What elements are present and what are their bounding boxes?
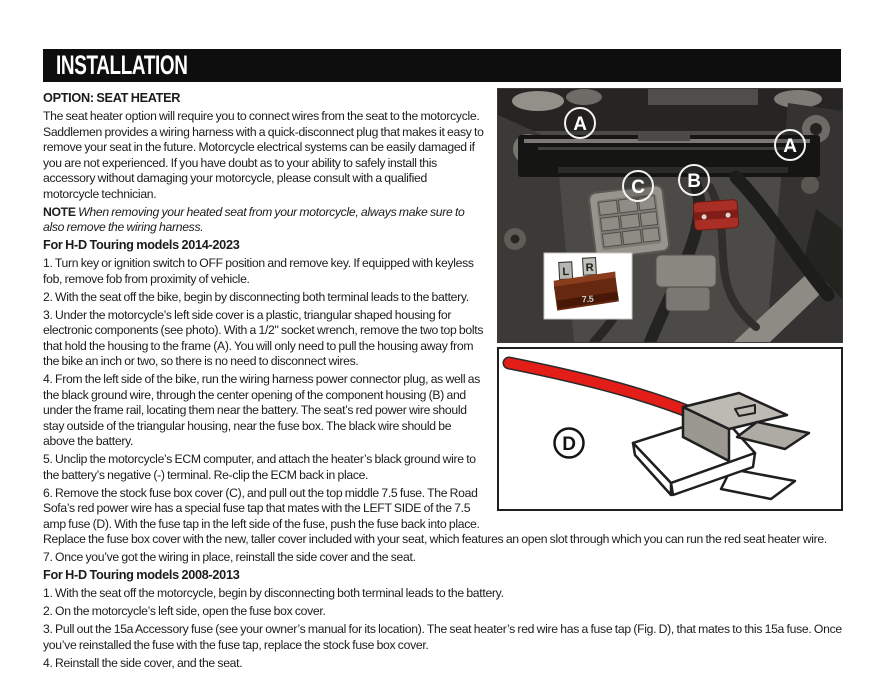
label-badge-a2	[775, 130, 805, 160]
step-2014-7: 7. Once you’ve got the wiring in place, reinstall the side cover and the seat.	[43, 550, 416, 564]
section-heading-2014-2023: For H-D Touring models 2014-2023	[43, 238, 240, 252]
note-label: NOTE	[43, 204, 76, 219]
label-badge-b	[679, 165, 709, 195]
step-2014-1: 1. Turn key or ignition switch to OFF position and remove key. If equipped with keyless fob, remove fob from proximity of vehicle.	[43, 256, 474, 286]
label-badge-d	[555, 429, 584, 458]
svg-text:C: C	[631, 177, 645, 198]
step-2014-2: 2. With the seat off the bike, begin by disconnecting both terminal leads to the battery.	[43, 289, 469, 304]
option-heading: OPTION: SEAT HEATER	[43, 91, 181, 105]
page-title: INSTALLATION	[56, 50, 188, 80]
step-2008-2: 2. On the motorcycle’s left side, open the fuse box cover.	[43, 604, 326, 618]
motorcycle-underseat-photo-illustration	[498, 89, 842, 342]
fuse-tap-diagram	[497, 347, 843, 511]
instruction-content	[43, 90, 843, 674]
svg-text:A: A	[573, 114, 587, 135]
section-heading-2008-2013: For H-D Touring models 2008-2013	[43, 568, 240, 582]
fuse-inset	[544, 253, 632, 319]
step-2014-5: 5. Unclip the motorcycle’s ECM computer, and attach the heater’s black ground wire to the battery’s negative (-) terminal. Re-clip the ECM back in place.	[43, 452, 476, 482]
label-badge-c	[623, 171, 653, 201]
fuse-right-tab-label: R	[585, 261, 594, 275]
component-housing-photo	[497, 88, 843, 343]
intro-paragraph: The seat heater option will require you to connect wires from the seat to the motorcycle. Saddlemen provides a wiring harness with a quick-disconnect plug that makes it easy to remove your seat in the future. Motorcycle electrical systems can be easily damaged if you are not experienced. If you have doubt as to your ability to safely install this accessory without damaging your motorcycle, please consult with a qualified motorcycle technician.	[43, 109, 484, 201]
step-2008-4: 4. Reinstall the side cover, and the seat.	[43, 655, 243, 670]
svg-text:D: D	[562, 434, 576, 455]
fuse-tap-line-drawing	[499, 349, 839, 509]
step-2008-1: 1. With the seat off the motorcycle, begin by disconnecting both terminal leads to the battery.	[43, 586, 504, 600]
svg-text:B: B	[687, 171, 701, 192]
step-2014-6: 6. Remove the stock fuse box cover (C), and pull out the top middle 7.5 fuse. The Road Sofa’s red power wire has a special fuse tap that mates with the LEFT SIDE of the 7.5 amp fuse (D). With the fuse tap in the left side of the fuse, push the fuse back into place. Replace the fuse box cover with the new, taller cover included with your seat, which features an open slot through which you can run the red seat heater wire.	[43, 485, 827, 546]
seat-pan-rail	[518, 131, 820, 177]
svg-text:A: A	[783, 136, 797, 157]
red-connector	[693, 199, 739, 230]
step-2008-3: 3. Pull out the 15a Accessory fuse (see your owner’s manual for its location). The seat heater’s red wire has a fuse tap (Fig. D), that mates to this 15a fuse. Once you’ve reinstalled the fuse with the fuse tap, replace the stock fuse box cover.	[43, 622, 842, 652]
note-text: When removing your heated seat from your motorcycle, always make sure to also remove the wiring harness.	[43, 204, 465, 234]
step-2014-4: 4. From the left side of the bike, run the wiring harness power connector plug, as well as the black ground wire, through the center opening of the component housing (B) and under the frame rail, locating them near the battery. The seat’s red power wire should stay outside of the triangular housing, near the fuse box. The black wire should be above the battery.	[43, 372, 481, 448]
figures-column	[497, 88, 843, 511]
label-badge-a1	[565, 108, 595, 138]
step-2014-3: 3. Under the motorcycle’s left side cover is a plastic, triangular shaped housing for electronic components (see photo). With a 1/2" socket wrench, remove the two top bolts that hold the housing to the frame (A). You will only need to pull the housing away from the bike an inch or two, so there is no need to disconnect wires.	[43, 307, 484, 368]
fuse-rating-label: 7.5	[581, 293, 594, 305]
fuse-left-tab-label: L	[562, 265, 570, 279]
section-header-bar	[43, 49, 841, 82]
